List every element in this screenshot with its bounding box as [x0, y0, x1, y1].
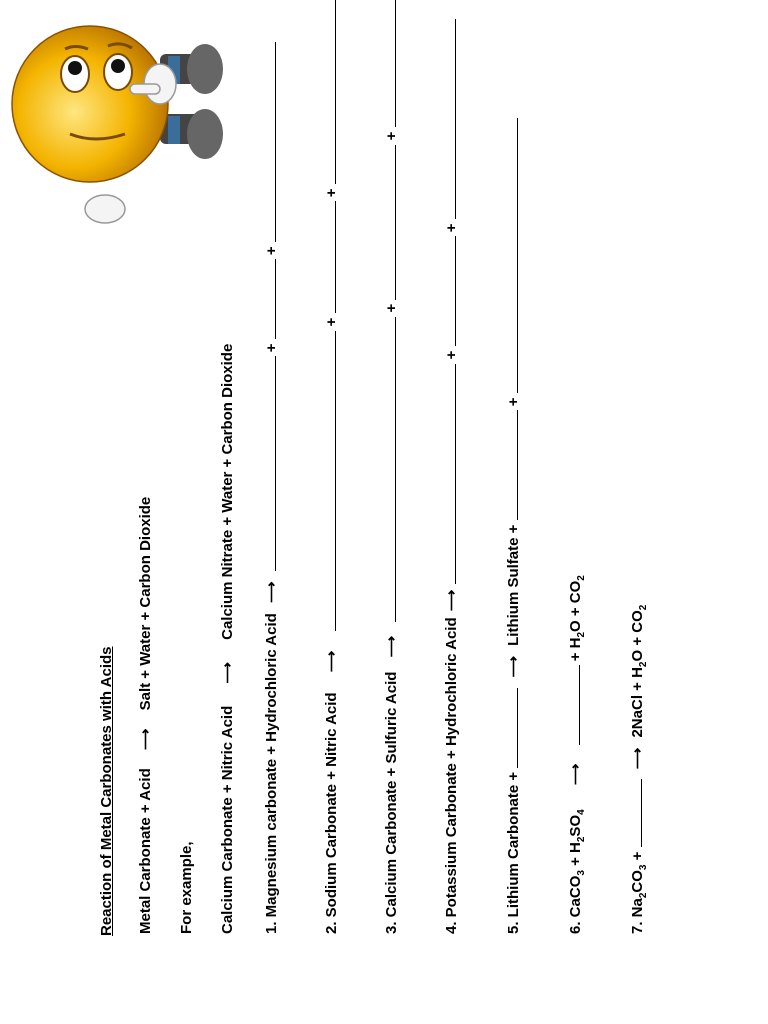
question-2-answer-blank-2[interactable] [334, 201, 336, 313]
question-3-plus-1: + [383, 303, 400, 313]
question-4-answer-blank-1[interactable] [454, 364, 456, 584]
general-reactants: Metal Carbonate + Acid [137, 768, 154, 934]
general-equation [136, 497, 154, 934]
question-7-number: 7. [629, 921, 646, 934]
question-3-answer-blank-1[interactable] [394, 317, 396, 622]
question-4-answer-blank-3[interactable] [454, 19, 456, 219]
question-3-plus-2: + [383, 131, 400, 141]
question-7-answer-blank[interactable] [640, 779, 642, 847]
question-6-product-h: + H [567, 637, 584, 662]
question-6-plus-h: + H [567, 842, 584, 871]
question-5-plus: + [505, 397, 522, 407]
question-7-product-o-co: O + CO [629, 610, 646, 662]
question-1-text: 1. Magnesium carbonate + Hydrochloric Acid [263, 613, 280, 934]
question-6-answer-blank[interactable] [578, 665, 580, 745]
question-1-answer-blank-3[interactable] [274, 42, 276, 242]
question-6-sub-2: 2 [576, 836, 587, 843]
question-1-answer-blank-1[interactable] [274, 356, 276, 571]
question-7-product-nacl: 2NaCl + H [629, 667, 646, 738]
question-7-product-co2-sub: 2 [638, 604, 649, 611]
question-5-product: Lithium Sulfate + [505, 524, 522, 646]
question-7-reactant-na2co3: $Na_2CO_3$ [629, 864, 649, 918]
question-6 [566, 575, 587, 934]
example-products: Calcium Nitrate + Water + Carbon Dioxide [219, 343, 236, 640]
question-2-answer-blank-1[interactable] [334, 331, 336, 631]
question-4-plus-2: + [443, 223, 460, 233]
question-5 [504, 118, 522, 934]
question-6-so: SO [567, 814, 584, 837]
question-4 [442, 19, 460, 934]
example-reactants: Calcium Carbonate + Nitric Acid [219, 705, 236, 934]
question-3-text: 3. Calcium Carbonate + Sulfuric Acid [383, 671, 400, 934]
question-4-arrow: ⟶ [443, 589, 460, 612]
question-7-plus: + [629, 851, 646, 865]
worksheet-title: Reaction of Metal Carbonates with Acids [98, 646, 115, 936]
question-6-reactant-caco3: CaCO$_3$ [567, 870, 587, 918]
question-2 [322, 0, 340, 934]
question-3 [382, 0, 400, 934]
question-5-text: 5. Lithium Carbonate + [505, 771, 522, 934]
question-5-arrow: ⟶ [505, 656, 522, 678]
question-5-answer-blank-2[interactable] [516, 410, 518, 520]
question-2-answer-blank-3[interactable] [334, 0, 336, 184]
question-5-answer-blank-3[interactable] [516, 118, 518, 393]
question-2-arrow: ⟶ [323, 650, 340, 673]
question-5-answer-blank-1[interactable] [516, 688, 518, 768]
question-1-plus-2: + [263, 246, 280, 256]
question-3-answer-blank-2[interactable] [394, 145, 396, 300]
question-7 [628, 605, 649, 934]
question-4-answer-blank-2[interactable] [454, 236, 456, 346]
question-7-product-sub-2: 2 [638, 661, 649, 668]
question-7-arrow: ⟶ [629, 747, 646, 770]
question-6-product-co2-sub: 2 [576, 575, 587, 581]
question-2-plus-2: + [323, 188, 340, 198]
question-1 [262, 42, 280, 934]
question-6-number: 6. [567, 921, 584, 934]
question-6-product-sub-2: 2 [576, 631, 587, 638]
question-2-text: 2. Sodium Carbonate + Nitric Acid [323, 692, 340, 934]
question-1-plus-1: + [263, 343, 280, 353]
example-label: For example, [178, 841, 195, 934]
question-6-arrow: ⟶ [567, 763, 584, 786]
question-1-answer-blank-2[interactable] [274, 259, 276, 339]
question-6-sub-4: 4 [576, 809, 587, 815]
question-3-answer-blank-3[interactable] [394, 0, 396, 127]
example-arrow: ⟶ [219, 662, 236, 684]
question-6-product-o-co: O + CO [567, 580, 584, 632]
shoes-icon [160, 44, 223, 159]
general-arrow: ⟶ [137, 728, 154, 751]
question-4-text: 4. Potassium Carbonate + Hydrochloric Acid [443, 617, 460, 934]
confused-emoji-icon [0, 4, 235, 244]
question-1-arrow: ⟶ [263, 581, 280, 604]
side-hand-icon [85, 195, 125, 223]
question-2-plus-1: + [323, 317, 340, 327]
question-4-plus-1: + [443, 350, 460, 360]
example-equation [218, 344, 236, 934]
general-products: Salt + Water + Carbon Dioxide [137, 496, 154, 711]
question-3-arrow: ⟶ [383, 635, 400, 658]
